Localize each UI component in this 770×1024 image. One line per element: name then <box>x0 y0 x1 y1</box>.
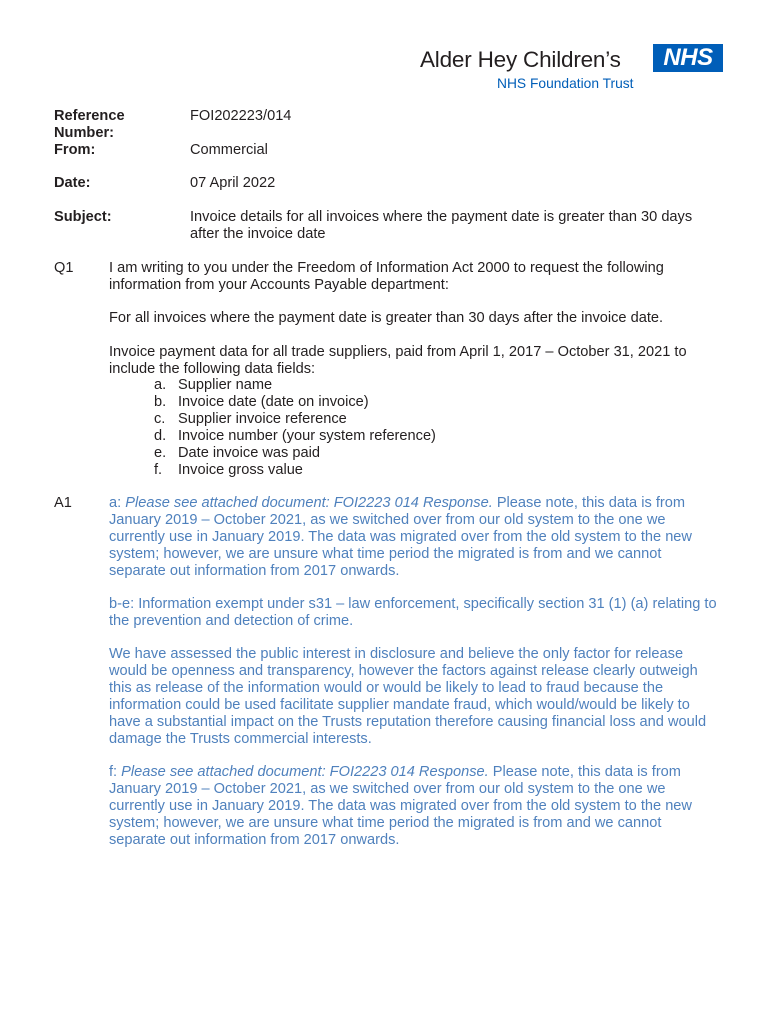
list-item-text: Supplier name <box>178 377 273 393</box>
answer-a-attachment-ref: Please see attached document: FOI2223 014 Response. <box>125 495 493 511</box>
list-item-letter: b. <box>154 394 167 410</box>
answer-a-paragraph <box>109 495 719 580</box>
question-para-2: For all invoices where the payment date is greater than 30 days after the invoice date. <box>109 310 664 326</box>
list-item-letter: f. <box>154 462 163 478</box>
list-item <box>109 462 509 479</box>
list-item-text: Invoice gross value <box>178 462 303 478</box>
list-item-letter: c. <box>154 411 166 427</box>
list-item <box>109 377 509 394</box>
date-value: 07 April 2022 <box>190 175 276 191</box>
subject-value: Invoice details for all invoices where the payment date is greater than 30 days after the invoice date <box>190 209 693 242</box>
list-item-text: Supplier invoice reference <box>178 411 347 427</box>
question-label: Q1 <box>54 260 74 276</box>
list-item-letter: a. <box>154 377 167 393</box>
reference-value: FOI202223/014 <box>190 108 292 124</box>
answer-a-prefix: a: <box>109 495 126 511</box>
answer-f-prefix: f: <box>109 764 122 780</box>
answer-f-paragraph <box>109 764 719 849</box>
date-label: Date: <box>54 175 91 191</box>
org-subtitle: NHS Foundation Trust <box>497 76 634 91</box>
list-item <box>109 445 509 462</box>
list-item-text: Date invoice was paid <box>178 445 320 461</box>
list-item-letter: d. <box>154 428 167 444</box>
public-interest-paragraph: We have assessed the public interest in disclosure and believe the only factor for release would be openness and transparency, however the factors against release clearly outweigh this as release of the information would or would be likely to lead to fraud because the information could be used facilitate supplier mandate fraud, which would/would be likely to have a substantial impact on the Trusts reputation therefore causing financial loss and would damage the Trusts commercial interests. <box>109 646 707 747</box>
list-item-text: Invoice number (your system reference) <box>178 428 436 444</box>
letterhead <box>420 42 726 92</box>
list-item <box>109 394 509 411</box>
answer-f-text: Please note, this data is from January 2019 – October 2021, as we switched over from our old system to the one we currently use in January 2019. The data was migrated over from the old system to the new system; however, we are unsure what time period the migrated is from and we cannot separate out information from 2017 onwards. <box>109 764 692 848</box>
question-para-3: Invoice payment data for all trade suppliers, paid from April 1, 2017 – October 31, 2021 to include the following data fields: <box>109 344 687 377</box>
nhs-logo: NHS <box>653 44 723 72</box>
subject-label: Subject: <box>54 209 112 225</box>
reference-label: Reference Number: <box>54 108 125 141</box>
list-item <box>109 428 509 445</box>
list-item-letter: e. <box>154 445 167 461</box>
from-label: From: <box>54 142 96 158</box>
from-value: Commercial <box>190 142 268 158</box>
answer-a-text: Please note, this data is from January 2019 – October 2021, as we switched over from our old system to the one we currently use in January 2019. The data was migrated over from the old system to the new system; however, we are unsure what time period the migrated is from and we cannot separate out information from 2017 onwards. <box>109 495 692 579</box>
question-para-1: I am writing to you under the Freedom of Information Act 2000 to request the following information from your Accounts Payable department: <box>109 260 664 293</box>
org-name: Alder Hey Children’s <box>420 47 621 72</box>
list-item <box>109 411 509 428</box>
list-item-text: Invoice date (date on invoice) <box>178 394 369 410</box>
data-fields-list <box>109 377 509 479</box>
answer-label: A1 <box>54 495 72 511</box>
answer-be-paragraph: b-e: Information exempt under s31 – law enforcement, specifically section 31 (1) (a) relating to the prevention and detection of crime. <box>109 596 717 629</box>
answer-f-attachment-ref: Please see attached document: FOI2223 014 Response. <box>121 764 489 780</box>
